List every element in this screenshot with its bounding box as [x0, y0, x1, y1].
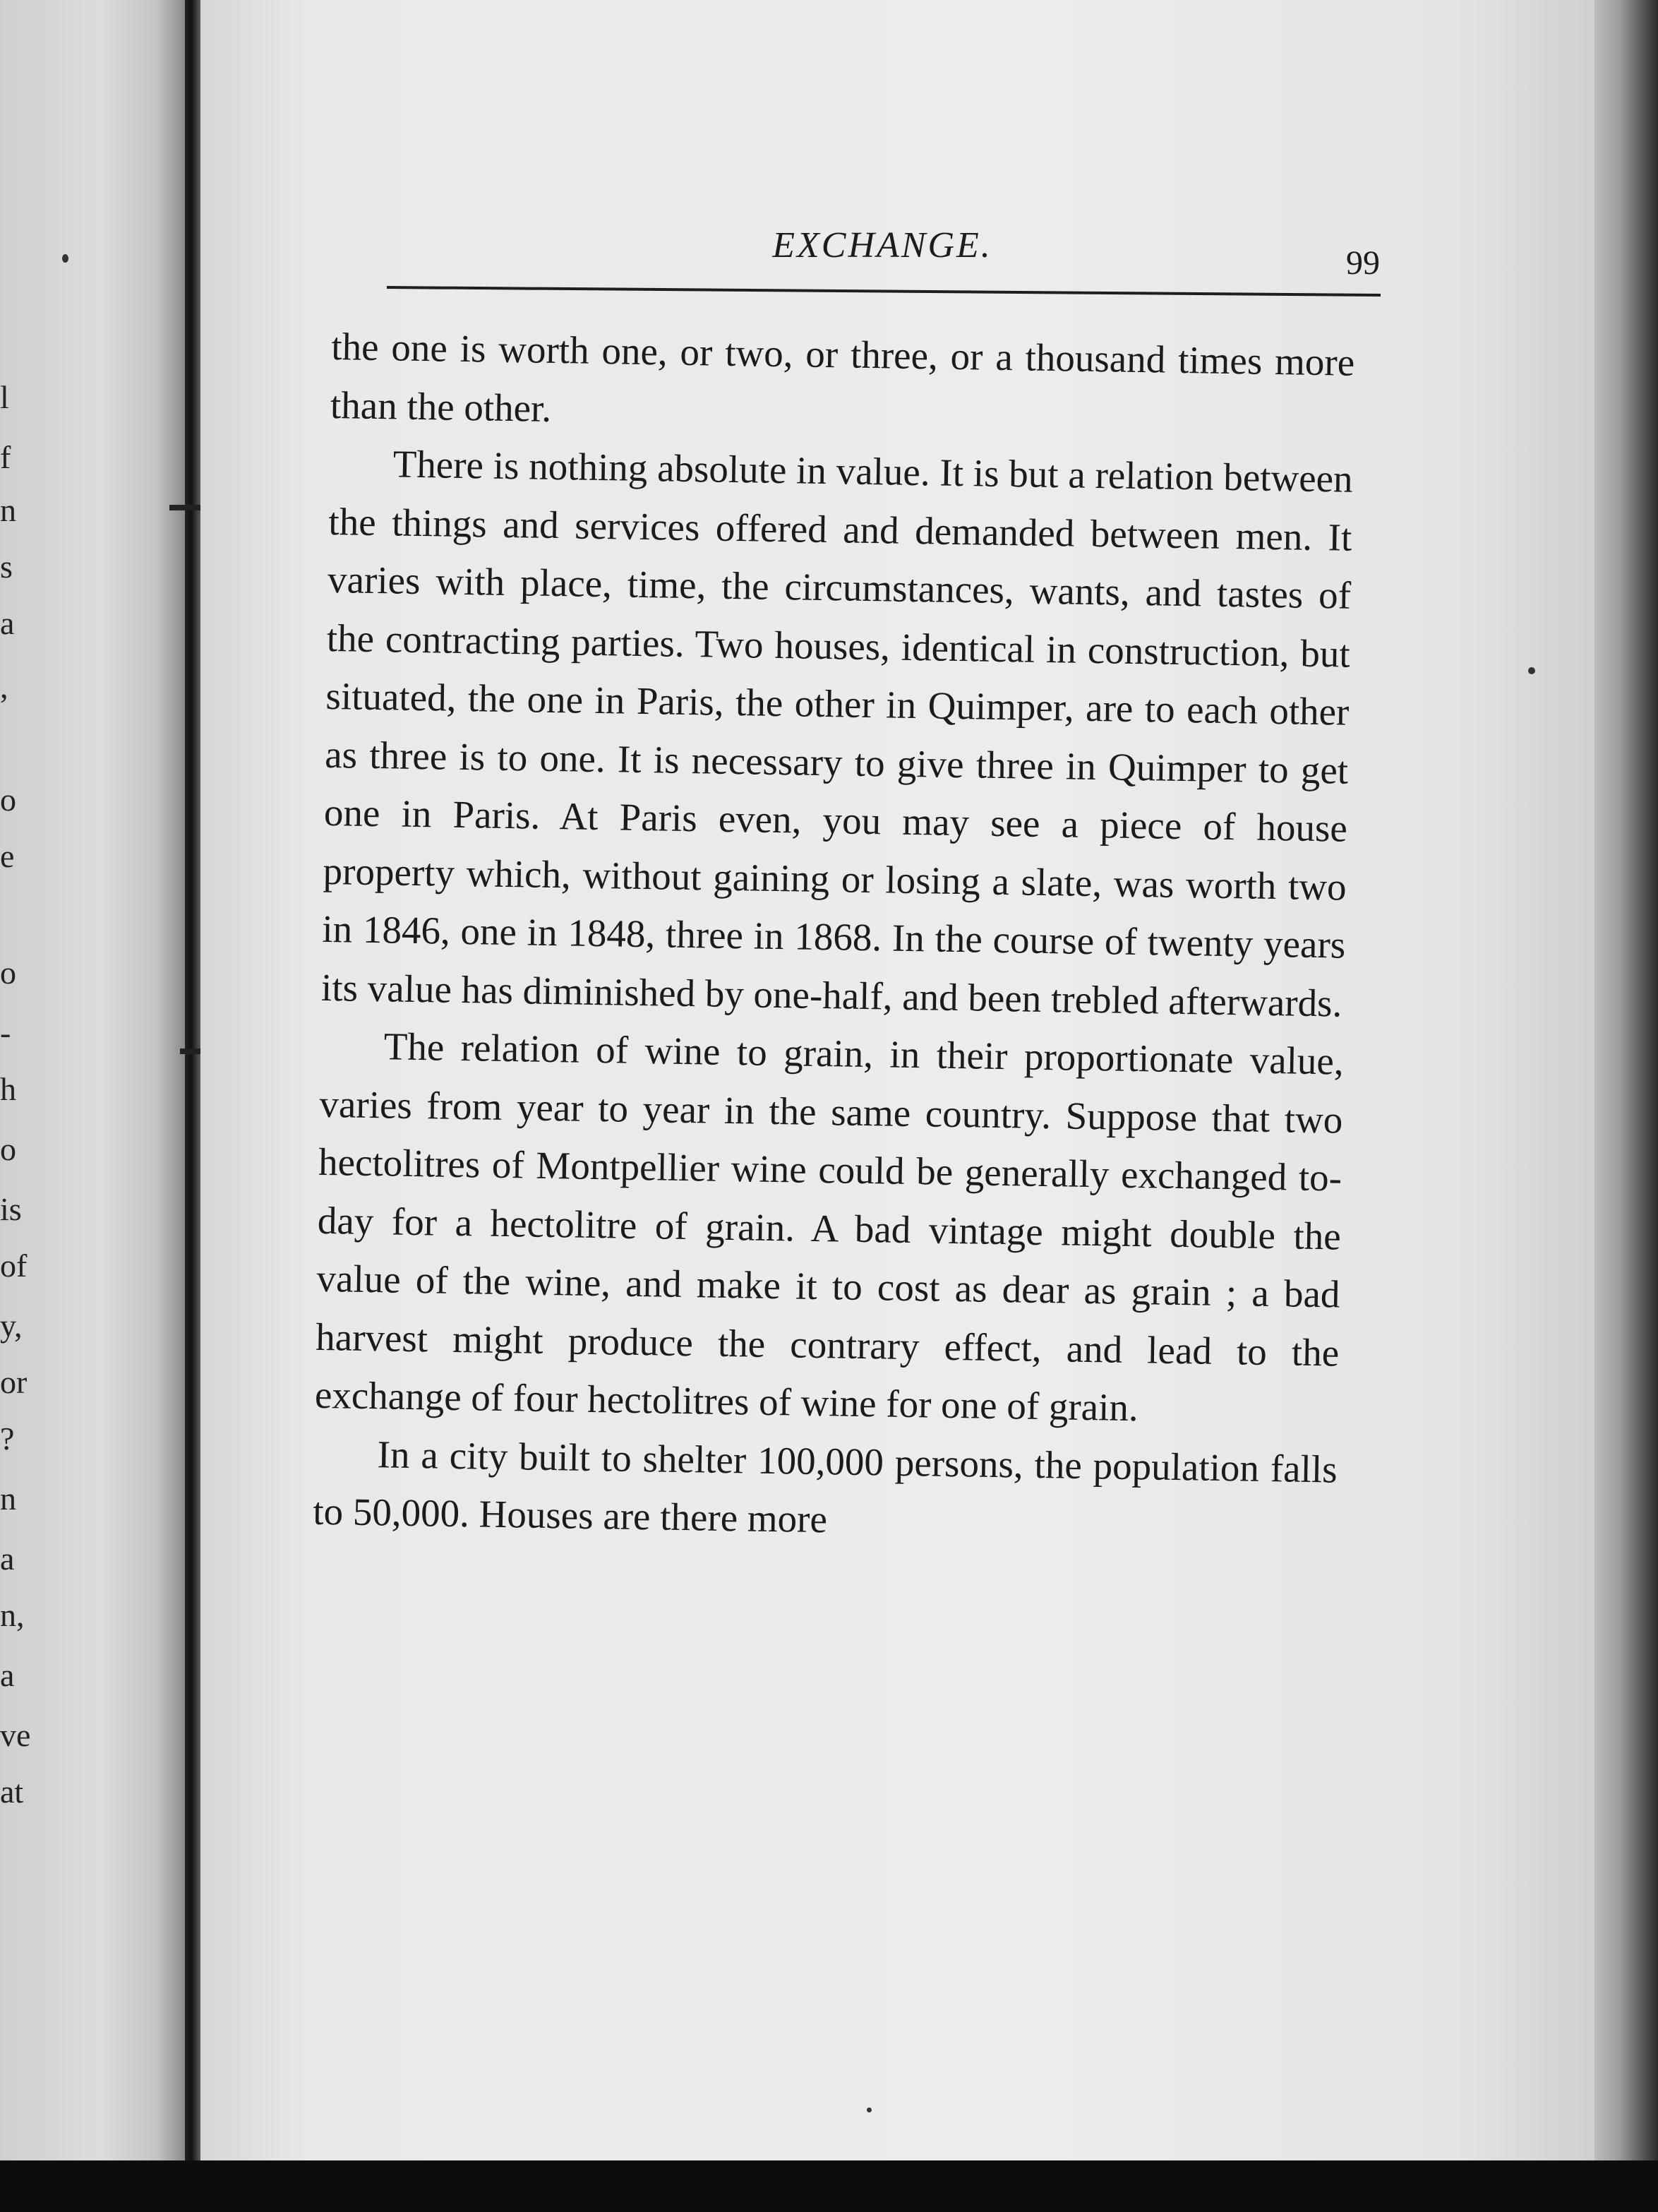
facing-page-fragment: n: [0, 492, 16, 528]
paragraph: In a city built to shelter 100,000 persons, the population falls to 50,000. Houses are there more: [312, 1432, 1338, 1541]
running-head: EXCHANGE.: [772, 225, 992, 265]
facing-page-fragment: h: [0, 1071, 16, 1107]
facing-page-fragment: ?: [0, 1421, 15, 1457]
paragraph: The relation of wine to grain, in their proportionate value, varies from year to year in the same country. Suppose that two hectolitres of Montpellier wine could be generally exchanged to-day for a hectolitre of grain. A bad vintage might double the value of the wine, and make it to cost as dear as grain ; a bad harvest might produce the contrary effect, and lead to the exchange of four hectolitres of wine for one of grain.: [314, 1024, 1345, 1430]
facing-page-fragment: is: [0, 1191, 22, 1227]
facing-page-fragment: ve: [0, 1717, 31, 1753]
facing-page-fragment: f: [0, 439, 11, 475]
paragraph: There is nothing absolute in value. It is but a relation between the things and services offered and demanded between men. It varies with place, time, the circumstances, wants, and tastes of the contracting parties. Two houses, identical in construction, but situated, the one in Paris, the other in Quimper, are to each other as three is to one. It is necessary to give three in Quimper to get one in Paris. At Paris even, you may see a piece of house property which, without gaining or losing a slate, was worth two in 1846, one in 1848, three in 1868. In the course of twenty years its value has diminished by one-half, and been trebled afterwards.: [320, 442, 1354, 1025]
facing-page-fragment: e: [0, 838, 15, 874]
facing-page-fragment: o: [0, 782, 16, 818]
facing-page-fragment: l: [0, 379, 9, 415]
facing-page-fragment: ,: [0, 669, 8, 705]
facing-page-fragment: n: [0, 1481, 16, 1517]
page-number: 99: [1346, 244, 1380, 282]
facing-page-fragment: at: [0, 1774, 24, 1810]
facing-page-edge: [0, 0, 185, 2160]
ink-speck: [62, 254, 68, 263]
paragraph: the one is worth one, or two, or three, or a thousand times more than the other.: [330, 324, 1355, 430]
ink-speck: [1528, 667, 1535, 674]
page-header: [385, 219, 1380, 297]
facing-page-fragment: o: [0, 1131, 16, 1167]
facing-page-fragment: n,: [0, 1597, 25, 1633]
body-text: [313, 318, 1355, 1557]
page-edge-right: [1594, 0, 1658, 2160]
facing-page-fragment: of: [0, 1248, 28, 1284]
facing-page-fragment: s: [0, 549, 13, 585]
ink-speck: [867, 2108, 872, 2112]
scan-border-bottom: [0, 2160, 1658, 2212]
facing-page-fragment: a: [0, 1541, 15, 1577]
facing-page-fragment: a: [0, 1657, 15, 1693]
facing-page-fragment: or: [0, 1364, 28, 1400]
facing-page-fragment: -: [0, 1015, 11, 1051]
book-gutter: [185, 0, 200, 2160]
facing-page-fragment: o: [0, 955, 16, 991]
facing-page-fragment: a: [0, 605, 15, 641]
facing-page-fragment: y,: [0, 1308, 23, 1344]
